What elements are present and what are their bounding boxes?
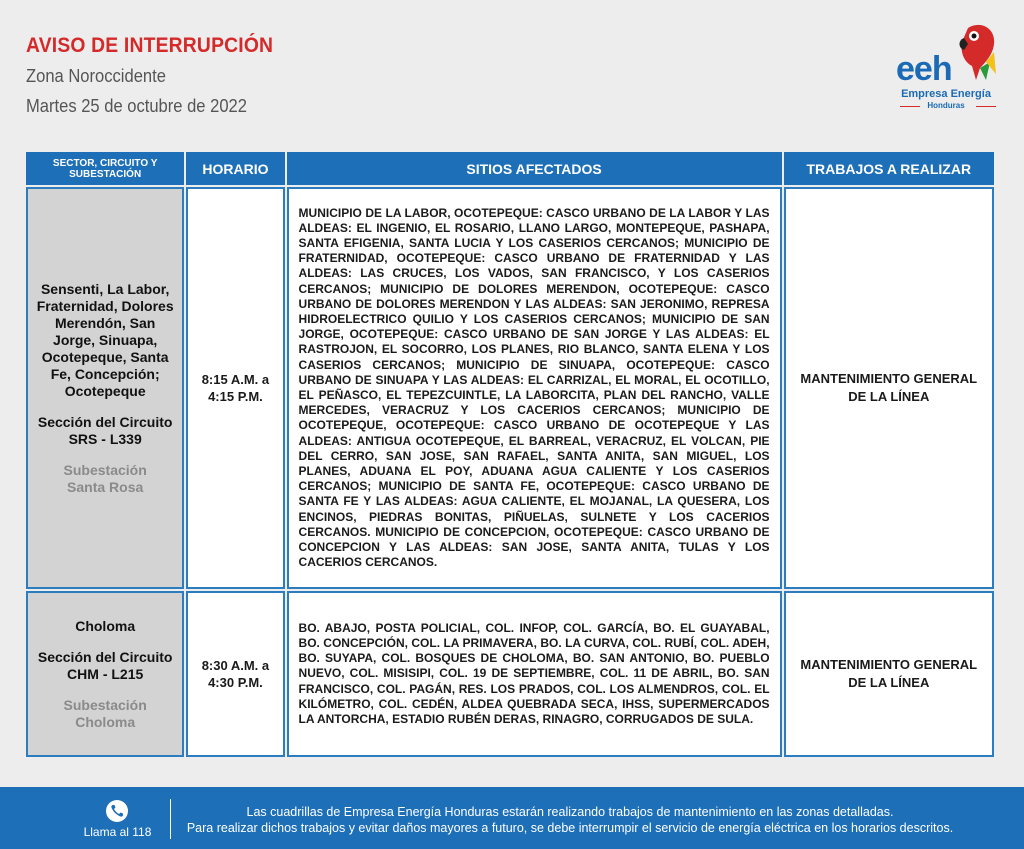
work-line1: MANTENIMIENTO GENERAL [800, 371, 978, 386]
header-trabajos: TRABAJOS A REALIZAR [784, 152, 994, 185]
time-range [188, 371, 282, 405]
substation-label: Subestación [63, 696, 147, 713]
footer-line2: Para realizar dichos trabajos y evitar daños mayores a futuro, se debe interrumpir el servicio de energía eléctrica en los horarios descritos. [186, 821, 954, 835]
header [0, 0, 1024, 150]
time-range [188, 657, 282, 691]
footer-divider [170, 799, 171, 839]
logo-line-right [976, 106, 996, 107]
circuit-code: CHM - L215 [67, 665, 144, 682]
time-cell [186, 591, 284, 757]
work-description [786, 656, 992, 692]
circuit-label: Sección del Circuito [37, 413, 173, 430]
work-line1: MANTENIMIENTO GENERAL [800, 657, 978, 672]
eeh-logo [890, 22, 1000, 117]
work-line2: DE LA LÍNEA [848, 389, 930, 404]
sites-cell: MUNICIPIO DE LA LABOR, OCOTEPEQUE: CASCO URBANO DE LA LABOR Y LAS ALDEAS: EL INGENIO, EL ROSARIO, LLANO LARGO, MONTEPEQUE, PASHAPA, SANTA EFIGENIA, SANTA LUCIA Y LOS CASERIOS CERCANOS; MUNICIPIO DE FRATERNIDAD, OCOTEPEQUE: CASCO URBANO DE FRATERNIDAD Y LAS ALDEAS: LAS CRUCES, LOS VADOS, SAN FRANCISCO, Y LOS CASERIOS CERCANOS; MUNICIPIO DE DOLORES MERENDON, OCOTEPEQUE: CASCO URBANO DE DOLORES MERENDON Y LAS ALDEAS: SAN JERONIMO, REPRESA HIDROELECTRICO QUILIO Y LOS CASERIOS CERCANOS; MUNICIPIO DE SAN JORGE, OCOTEPEQUE: CASCO URBANO DE SAN JORGE Y LAS ALDEAS: EL RASTROJON, EL SOCORRO, LOS PLANES, RIO BLANCO, SANTA ELENA Y LOS CASERIOS CERCANOS; MUNICIPIO DE SINUAPA, OCOTEPEQUE: CASCO URBANO DE SINUAPA Y LAS ALDEAS: EL CARRIZAL, EL MORAL, EL OCOTILLO, EL PEÑASCO, EL TEPEZCUINTLE, LA LABORCITA, PLAN DEL RANCHO, VALLE MERCEDES, VERACRUZ Y LOS CACERIOS CERCANOS; MUNICIPIO DE OCOTEPEQUE, OCOTEPEQUE: CASCO URBANO DE OCOTEPEQUE Y LAS ALDEAS: ANTIGUA OCOTEPEQUE, EL BARREAL, VERACRUZ, EL VOLCAN, PIE DEL CERRO, SAN JOSE, SAN RAFAEL, SANTA ANITA, SAN MIGUEL, LOS PLANES, ADUANA EL POY, ADUANA AGUA CALIENTE Y LOS CASERIOS CERCANOS; MUNICIPIO DE SANTA FE, OCOTEPEQUE: CASCO URBANO DE SANTA FE Y LAS ALDEAS: AGUA CALIENTE, EL MOJANAL, LA QUESERA, LOS ENCINOS, PIEDRAS BONITAS, PIÑUELAS, SULNETE Y LOS CACERIOS CERCANOS. MUNICIPIO DE CONCEPCION, OCOTEPEQUE: CASCO URBANO DE CONCEPCION Y LAS ALDEAS: SAN JOSE, SANTA ANITA, TULAS Y LOS CACERIOS CERCANOS. [287, 187, 782, 589]
page-title: AVISO DE INTERRUPCIÓN [26, 34, 274, 57]
logo-country: Honduras [927, 101, 965, 110]
sector-name: Choloma [75, 617, 136, 634]
circuit-code: SRS - L339 [68, 430, 142, 447]
footer-banner [0, 787, 1024, 849]
logo-company: Empresa Energía [901, 88, 991, 100]
table-row [26, 591, 994, 757]
header-sitios: SITIOS AFECTADOS [287, 152, 782, 185]
table-header-row [26, 152, 994, 185]
substation-label: Subestación [63, 461, 147, 478]
sector-cell [26, 187, 184, 589]
table-row [26, 187, 994, 589]
substation-info [34, 462, 176, 496]
substation-info [34, 697, 176, 731]
phone-icon[interactable] [106, 800, 128, 822]
work-line2: DE LA LÍNEA [848, 675, 930, 690]
interruption-table-wrapper [26, 150, 996, 759]
substation-name: Choloma [75, 713, 136, 730]
time-end: 4:15 P.M. [208, 389, 263, 404]
zone-subtitle: Zona Noroccidente [26, 66, 166, 86]
sector-name: Sensenti, La Labor, Fraternidad, Dolores Merendón, San Jorge, Sinuapa, Ocotepeque, Santa Fe, Concepción; Ocotepeque [36, 280, 174, 399]
interruption-table [24, 150, 996, 759]
header-sector: SECTOR, CIRCUITO Y SUBESTACIÓN [26, 152, 184, 185]
work-description [786, 370, 992, 406]
notice-date: Martes 25 de octubre de 2022 [26, 96, 247, 116]
circuit-info [34, 649, 176, 683]
work-cell [784, 591, 994, 757]
work-cell [784, 187, 994, 589]
time-end: 4:30 P.M. [208, 675, 263, 690]
footer-line1: Las cuadrillas de Empresa Energía Honduras estarán realizando trabajos de mantenimiento en las zonas detalladas. [246, 805, 894, 819]
circuit-label: Sección del Circuito [37, 648, 173, 665]
sites-cell: BO. ABAJO, POSTA POLICIAL, COL. INFOP, COL. GARCÍA, BO. EL GUAYABAL, BO. CONCEPCIÓN, COL. LA PRIMAVERA, BO. LA CURVA, COL. RUBÍ, COL. ADEH, BO. SUYAPA, COL. BOSQUES DE CHOLOMA, BO. SAN ANTONIO, BO. PUEBLO NUEVO, COL. MISISIPI, COL. 19 DE SEPTIEMBRE, COL. 11 DE ABRIL, BO. SAN FRANCISCO, COL. PAGÁN, RES. LOS PRADOS, COL. LOS ALMENDROS, COL. EL KILÓMETRO, COL. CEDÉN, ALDEA QUEBRADA SECA, IHSS, SUPERMERCADOS LA ANTORCHA, ESTADIO RUBÉN DERAS, RINAGRO, CORRUGADOS DE SULA. [287, 591, 782, 757]
time-cell [186, 187, 284, 589]
header-horario: HORARIO [186, 152, 284, 185]
time-start: 8:30 A.M. a [201, 658, 270, 673]
parrot-icon [950, 22, 1000, 82]
call-label[interactable]: Llama al 118 [83, 825, 152, 839]
substation-name: Santa Rosa [67, 478, 144, 495]
time-start: 8:15 A.M. a [201, 372, 270, 387]
sector-cell [26, 591, 184, 757]
circuit-info [34, 414, 176, 448]
footer-message [180, 804, 960, 836]
logo-wordmark: eeh [896, 50, 952, 88]
